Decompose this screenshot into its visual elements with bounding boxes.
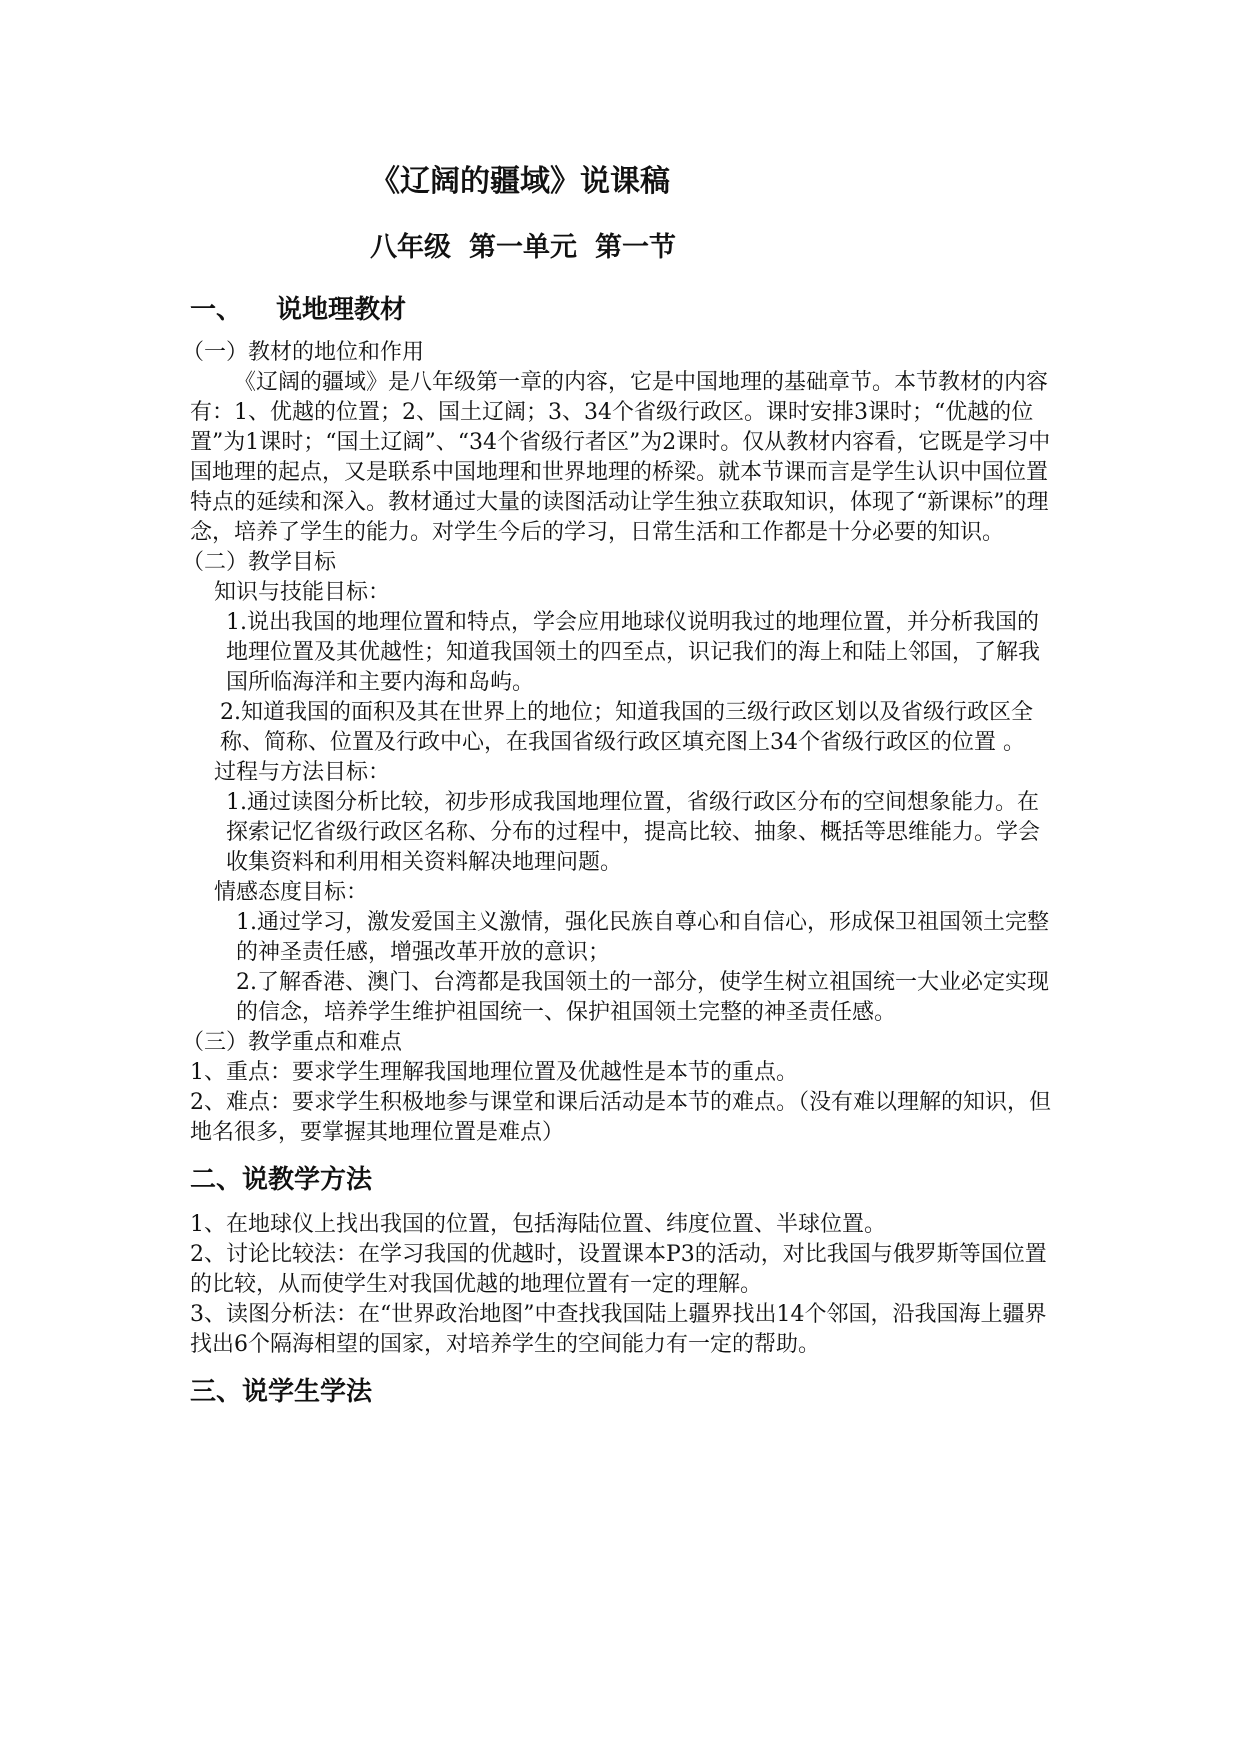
subtitle-grade: 八年级 (370, 232, 451, 263)
emotion-goal-1: 1.通过学习，激发爱国主义激情，强化民族自尊心和自信心，形成保卫祖国领土完整的神圣责任感，增强改革开放的意识； (236, 910, 1049, 965)
subsection-heading-2: （二）教学目标 (182, 550, 337, 575)
emotion-goal-2: 2.了解香港、澳门、台湾都是我国领土的一部分，使学生树立祖国统一大业必定实现的信念，培养学生维护祖国统一、保护祖国领土完整的神圣责任感。 (236, 970, 1049, 1025)
subsection-heading-3: （三）教学重点和难点 (182, 1030, 403, 1055)
subtitle-unit: 第一单元 (469, 232, 577, 263)
section-heading-3: 三、说学生学法 (190, 1377, 373, 1407)
subtitle-section: 第一节 (595, 232, 676, 263)
key-point: 1、重点：要求学生理解我国地理位置及优越性是本节的重点。 (190, 1060, 798, 1085)
method-item-3: 3、读图分析法：在“世界政治地图”中查找我国陆上疆界找出14个邻国，沿我国海上疆界找出6个隔海相望的国家，对培养学生的空间能力有一定的帮助。 (190, 1302, 1047, 1357)
method-item-2: 2、讨论比较法：在学习我国的优越时，设置课本P3的活动，对比我国与俄罗斯等国位置的比较，从而使学生对我国优越的地理位置有一定的理解。 (190, 1242, 1047, 1297)
section-title-1: 说地理教材 (276, 295, 407, 325)
knowledge-goal-heading: 知识与技能目标： (214, 580, 391, 605)
section-heading-1 (190, 292, 1056, 328)
document-title: 《辽阔的疆域》说课稿 (370, 164, 670, 199)
emotion-goal-heading: 情感态度目标： (214, 880, 369, 905)
method-item-1: 1、在地球仪上找出我国的位置，包括海陆位置、纬度位置、半球位置。 (190, 1212, 886, 1237)
subsection-heading-1: （一）教材的地位和作用 (182, 340, 425, 365)
section-heading-2: 二、说教学方法 (190, 1165, 373, 1195)
document-subtitle (370, 226, 694, 270)
difficult-point: 2、难点：要求学生积极地参与课堂和课后活动是本节的难点。（没有难以理解的知识，但地名很多，要掌握其地理位置是难点） (190, 1090, 1052, 1145)
document-body (182, 292, 1056, 1422)
section-number-1: 一、 (190, 295, 243, 325)
knowledge-goal-1: 1.说出我国的地理位置和特点，学会应用地球仪说明我过的地理位置，并分析我国的地理位置及其优越性；知道我国领土的四至点，识记我们的海上和陆上邻国，了解我国所临海洋和主要内海和岛屿。 (226, 610, 1041, 695)
textbook-role-paragraph: 《辽阔的疆域》是八年级第一章的内容，它是中国地理的基础章节。本节教材的内容有：1、优越的位置；2、国土辽阔；3、34个省级行政区。课时安排3课时；“优越的位置”为1课时；“国土辽阔”、“34个省级行者区”为2课时。仅从教材内容看，它既是学习中国地理的起点，又是联系中国地理和世界地理的桥梁。就本节课而言是学生认识中国位置特点的延续和深入。教材通过大量的读图活动让学生独立获取知识，体现了“新课标”的理念，培养了学生的能力。对学生今后的学习，日常生活和工作都是十分必要的知识。 (190, 370, 1051, 545)
process-goal-heading: 过程与方法目标： (214, 760, 391, 785)
process-goal-1: 1.通过读图分析比较，初步形成我国地理位置，省级行政区分布的空间想象能力。在探索记忆省级行政区名称、分布的过程中，提高比较、抽象、概括等思维能力。学会收集资料和利用相关资料解决地理问题。 (226, 790, 1041, 875)
knowledge-goal-2: 2.知道我国的面积及其在世界上的地位；知道我国的三级行政区划以及省级行政区全称、简称、位置及行政中心，在我国省级行政区填充图上34个省级行政区的位置 。 (220, 700, 1033, 755)
